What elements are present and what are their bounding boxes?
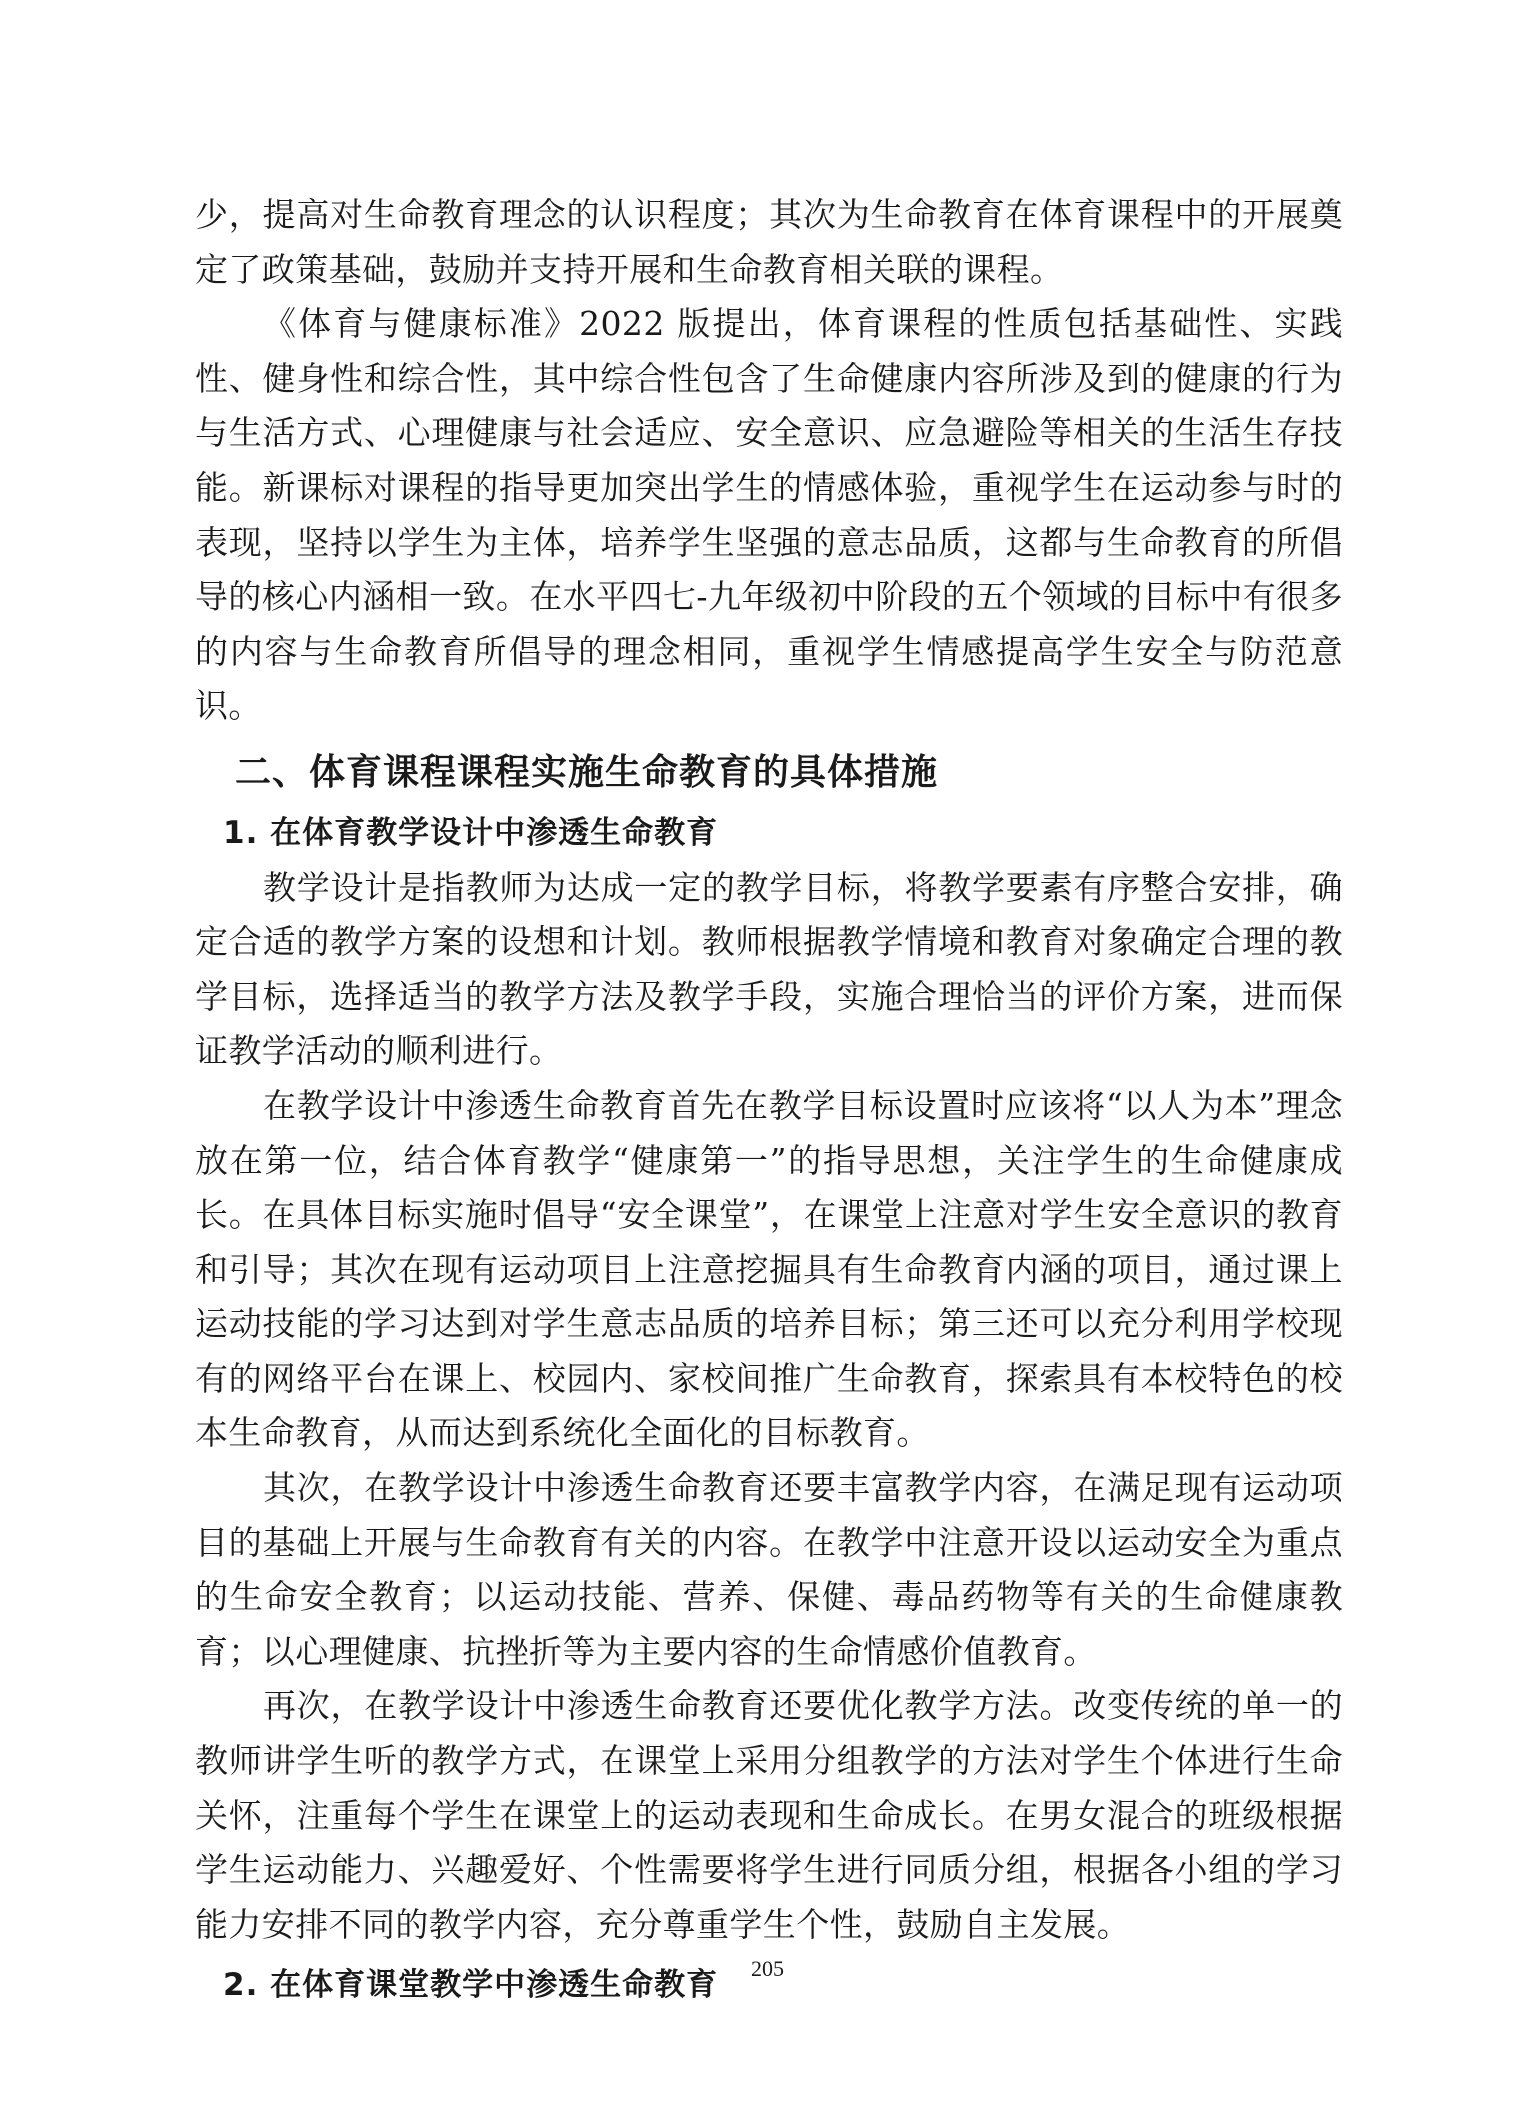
paragraph-teaching-content: 其次，在教学设计中渗透生命教育还要丰富教学内容，在满足现有运动项目的基础上开展与生命教育有关的内容。在教学中注意开设以运动安全为重点的生命安全教育；以运动技能、营养、保健、毒品药物等有关的生命健康教育；以心理健康、抗挫折等为主要内容的生命情感价值教育。 [195,1468,1343,1671]
paragraph-teaching-design-definition: 教学设计是指教师为达成一定的教学目标，将教学要素有序整合安排，确定合适的教学方案的设想和计划。教师根据教学情境和教育对象确定合理的教学目标，选择适当的教学方法及教学手段，实施合理恰当的评价方案，进而保证教学活动的顺利进行。 [195,867,1343,1071]
paragraph-teaching-methods: 再次，在教学设计中渗透生命教育还要优化教学方法。改变传统的单一的教师讲学生听的教学方式，在课堂上采用分组教学的方法对学生个体进行生命关怀，注重每个学生在课堂上的运动表现和生命成长。在男女混合的班级根据学生运动能力、兴趣爱好、个性需要将学生进行同质分组，根据各小组的学习能力安排不同的教学内容，充分尊重学生个性，鼓励自主发展。 [195,1686,1343,1944]
subheading-classroom-teaching: 2. 在体育课堂教学中渗透生命教育 [223,1967,719,2004]
paragraph-curriculum-standard: 《体育与健康标准》2022 版提出，体育课程的性质包括基础性、实践性、健身性和综合性，其中综合性包含了生命健康内容所涉及到的健康的行为与生活方式、心理健康与社会适应、安全意识、应急避险等相关的生活生存技能。新课标对课程的指导更加突出学生的情感体验，重视学生在运动参与时的表现，坚持以学生为主体，培养学生坚强的意志品质，这都与生命教育的所倡导的核心内涵相一致。在水平四七-九年级初中阶段的五个领域的目标中有很多的内容与生命教育所倡导的理念相同，重视学生情感提高学生安全与防范意识。 [195,304,1343,726]
page-body [195,188,1343,2013]
section-heading: 二、体育课程课程实施生命教育的具体措施 [235,751,939,793]
paragraph-continued: 少，提高对生命教育理念的认识程度；其次为生命教育在体育课程中的开展奠定了政策基础，鼓励并支持开展和生命教育相关联的课程。 [195,195,1343,289]
paragraph-teaching-objectives: 在教学设计中渗透生命教育首先在教学目标设置时应该将“以人为本”理念放在第一位，结合体育教学“健康第一”的指导思想，关注学生的生命健康成长。在具体目标实施时倡导“安全课堂”，在课堂上注意对学生安全意识的教育和引导；其次在现有运动项目上注意挖掘具有生命教育内涵的项目，通过课上运动技能的学习达到对学生意志品质的培养目标；第三还可以充分利用学校现有的网络平台在课上、校园内、家校间推广生命教育，探索具有本校特色的校本生命教育，从而达到系统化全面化的目标教育。 [195,1085,1343,1453]
page-number: 205 [751,1956,784,1981]
subheading-teaching-design: 1. 在体育教学设计中渗透生命教育 [223,814,719,851]
